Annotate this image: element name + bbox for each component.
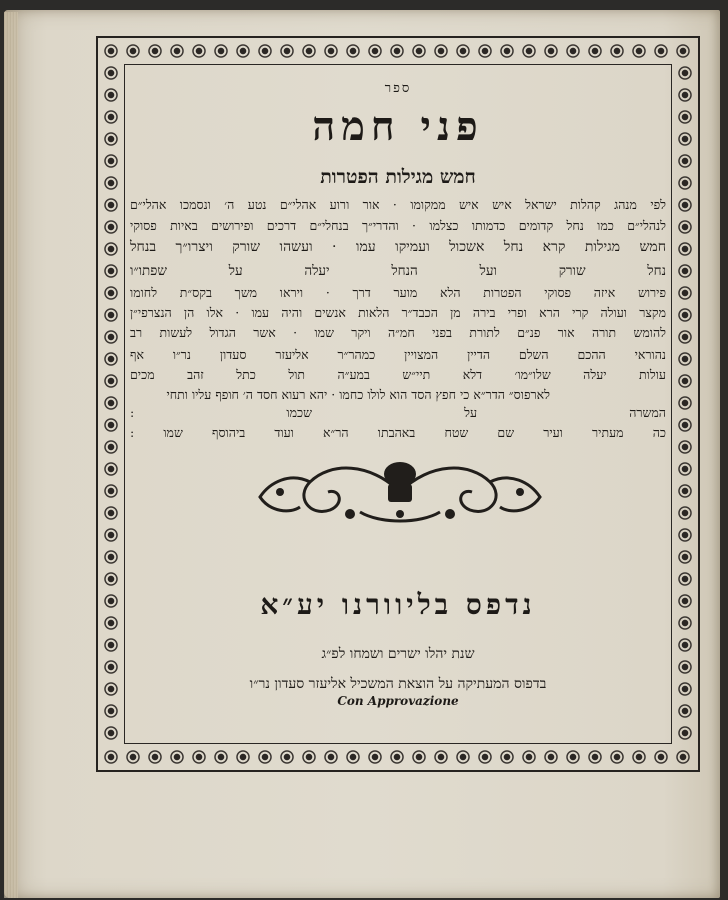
publisher-line: בדפוס המעתיקה על הוצאת המשכיל אליעזר סעדון נר״ו bbox=[249, 676, 547, 692]
book-title: פני חמה bbox=[312, 103, 484, 150]
body-line: המשרה על שכמו : bbox=[130, 405, 666, 420]
border-ornament-right bbox=[674, 62, 696, 746]
border-ornament-bottom bbox=[100, 746, 696, 768]
body-line: נהוראי ההכם השלם הדיין המצויין כמהר״ר אליעזר סעדון נר״ו אף bbox=[130, 347, 666, 362]
body-line: לארפוס״ הדר״א כי חפץ הסד הוא לולו כחמו · יהא רעוא חסד ה׳ חופף עליו ותחי bbox=[166, 387, 550, 402]
imprint-line: נדפס בליוורנו יע״א bbox=[260, 588, 536, 621]
body-line: לנהלי״ם כמו נחל קדומים כדמותו כצלמו · והדרי״ך בנחלי״ם דרכים ופירושים באיות פסוקי bbox=[130, 218, 666, 233]
body-line: נחל שורק ועל הנחל יעלה על שפתו״ו bbox=[130, 263, 666, 279]
body-line: עולות יעלה שלו״מו׳ דלא תיי״ש במע״ה תול כתל זהב מכים bbox=[130, 367, 666, 382]
body-line: כה מעתיר ועיר שם שטח באהבתו הר״א ועוד ביהוסף שמו : bbox=[130, 425, 666, 440]
body-line: לפי מנהג קהלות ישראל איש איש ממקומו · אור ורוע אהלי״ם נטע ה׳ ונסמכו אהלי״ם bbox=[130, 197, 666, 212]
body-line: להומש תורה אור פנ״ם לתורת בפני חמ״ה ויקר שמו · אשר הגדול לעשות רב bbox=[130, 325, 666, 340]
page-edges bbox=[4, 12, 18, 898]
approval-note: Con Approvazione bbox=[337, 694, 459, 708]
body-line: חמש מגילות קרא נחל אשכול ועמיקו עמו · ועשהו שורק ויצרו״ך בנחל bbox=[130, 239, 666, 255]
body-line: מקצר ועולה קרי הרא ופרי בירה מן הכבד״ר הלאות אנשים והיה עמו · אלו הן הנצרפי״ן bbox=[130, 305, 666, 320]
printers-line: שנת יהלו ישרים ושמחו לפ״ג bbox=[321, 646, 475, 662]
book-subtitle: חמש מגילות הפטרות bbox=[320, 166, 476, 188]
border-ornament-top bbox=[100, 40, 696, 62]
body-line: פירוש איזה פסוקי הפטרות הלא מוער דרך · ויראו משך בקס״ת לחומו bbox=[130, 285, 666, 300]
border-ornament-left bbox=[100, 62, 122, 746]
printer-ornament-icon bbox=[250, 452, 550, 532]
sefer-label: ספר bbox=[384, 81, 412, 96]
